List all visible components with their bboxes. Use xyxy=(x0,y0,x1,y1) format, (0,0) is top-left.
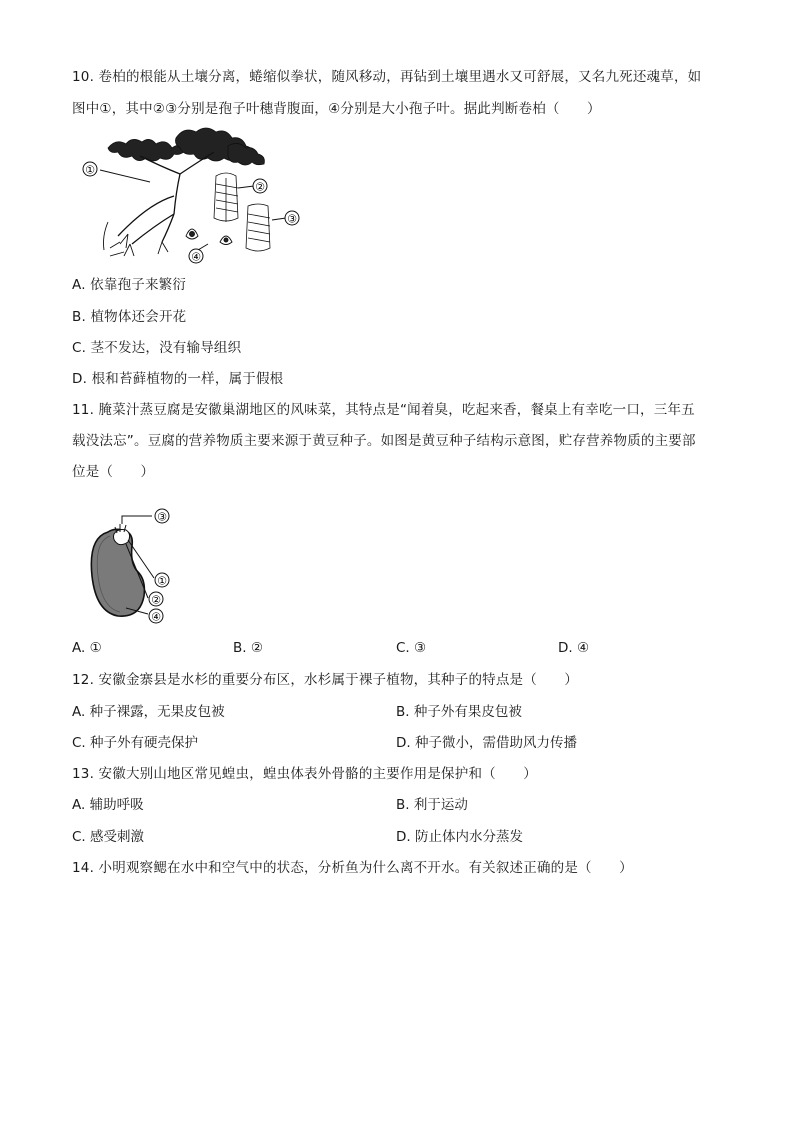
q11-stem-line3: 位是（ ） xyxy=(72,464,155,480)
q13-stem: 13. 安徽大别山地区常见蝗虫，蝗虫体表外骨骼的主要作用是保护和（ ） xyxy=(72,766,537,782)
q11-figure-label-2: ② xyxy=(151,593,161,607)
q10-option-d: D. 根和苔藓植物的一样，属于假根 xyxy=(72,371,284,387)
q11-option-c: C. ③ xyxy=(396,640,427,656)
q11-figure-label-1: ① xyxy=(157,574,167,588)
q11-figure-label-4: ④ xyxy=(151,610,161,624)
q14-stem: 14. 小明观察鳃在水中和空气中的状态，分析鱼为什么离不开水。有关叙述正确的是（ ） xyxy=(72,860,633,876)
q12-option-a: A. 种子裸露，无果皮包被 xyxy=(72,704,225,720)
q10-stem-line1: 10. 卷柏的根能从土壤分离，蜷缩似拳状，随风移动，再钻到土壤里遇水又可舒展，又名九死还魂草，如 xyxy=(72,69,702,85)
q12-option-c: C. 种子外有硬壳保护 xyxy=(72,735,199,751)
q11-stem-line1: 11. 腌菜汁蒸豆腐是安徽巢湖地区的风味菜，其特点是“闻着臭，吃起来香，餐桌上有幸吃一口，三年五 xyxy=(72,402,695,418)
q10-figure-label-4: ④ xyxy=(191,250,201,264)
q12-option-b: B. 种子外有果皮包被 xyxy=(396,704,522,720)
q13-option-c: C. 感受刺激 xyxy=(72,829,145,845)
q11-option-a: A. ① xyxy=(72,640,102,656)
q11-stem-line2: 载没法忘”。豆腐的营养物质主要来源于黄豆种子。如图是黄豆种子结构示意图，贮存营养物质的主要部 xyxy=(72,433,696,449)
selaginella-figure xyxy=(78,126,318,266)
q12-option-d: D. 种子微小，需借助风力传播 xyxy=(396,735,577,751)
soybean-seed-figure xyxy=(86,498,186,628)
q10-figure-label-3: ③ xyxy=(287,212,297,226)
q10-figure-label-2: ② xyxy=(255,180,265,194)
q10-stem-line2: 图中①，其中②③分别是孢子叶穗背腹面，④分别是大小孢子叶。据此判断卷柏（ ） xyxy=(72,101,601,117)
q10-figure-label-1: ① xyxy=(85,163,95,177)
q12-stem: 12. 安徽金寨县是水杉的重要分布区，水杉属于裸子植物，其种子的特点是（ ） xyxy=(72,672,579,688)
q10-option-c: C. 茎不发达，没有输导组织 xyxy=(72,340,242,356)
q13-option-d: D. 防止体内水分蒸发 xyxy=(396,829,523,845)
q11-option-d: D. ④ xyxy=(558,640,590,656)
q13-option-a: A. 辅助呼吸 xyxy=(72,797,144,813)
q11-figure-label-3: ③ xyxy=(157,510,167,524)
q11-option-b: B. ② xyxy=(233,640,263,656)
q13-option-b: B. 利于运动 xyxy=(396,797,468,813)
q10-option-a: A. 依靠孢子来繁衍 xyxy=(72,277,187,293)
q10-option-b: B. 植物体还会开花 xyxy=(72,309,187,325)
